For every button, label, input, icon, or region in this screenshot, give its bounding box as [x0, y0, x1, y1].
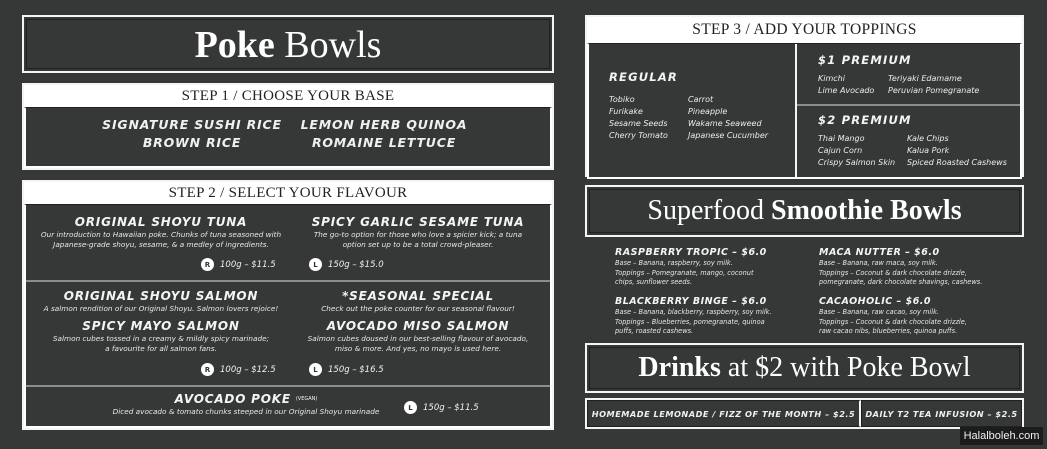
smoothie-bowls-title: [590, 190, 1019, 232]
drinks-list: [585, 398, 1024, 429]
price-text: 100g – $11.5: [220, 259, 276, 270]
price-large: [309, 258, 384, 271]
smoothie-desc: Base – Banana, raw maca, soy milk.: [819, 259, 938, 267]
topping: Kalua Pork: [907, 146, 950, 155]
size-badge-large: L: [404, 401, 417, 414]
flavour-spicy-garlic-sesame-tuna: SPICY GARLIC SESAME TUNA The go-to option for those who love a spicier kick; a tuna option set up to be a total crowd-pleaser.: [311, 215, 525, 249]
regular-toppings: [589, 44, 797, 177]
size-badge-large: L: [309, 258, 322, 271]
title-rest: Superfood: [647, 195, 772, 226]
step1-header: STEP 1 / CHOOSE YOUR BASE: [24, 85, 552, 107]
smoothie-desc: Toppings – Blueberries, pomegranate, quinoa: [615, 317, 765, 326]
topping: Furikake: [609, 107, 643, 116]
topping: Crispy Salmon Skin: [818, 158, 896, 167]
topping: Sesame Seeds: [609, 119, 668, 128]
smoothie-desc: Base – Banana, raw cacao, soy milk.: [819, 308, 940, 316]
step2-box: [22, 180, 554, 430]
price-large: [309, 363, 384, 376]
drinks-title-box: [585, 343, 1024, 393]
premium1-list: [818, 73, 1008, 97]
divider: [26, 385, 550, 387]
watermark: Halalboleh.com: [960, 427, 1043, 445]
smoothie-desc: raw cacao nibs, blueberries, quinoa puffs.: [819, 327, 958, 335]
regular-title: REGULAR: [609, 70, 678, 84]
flavour-spicy-mayo-salmon: SPICY MAYO SALMON Salmon cubes tossed in a creamy & mildly spicy marinade; a favourite for all salmon fans.: [52, 319, 270, 353]
regular-list: [609, 94, 798, 142]
price-text: 150g – $15.0: [328, 259, 384, 270]
smoothie-name: RASPBERRY TROPIC – $6.0: [615, 247, 767, 258]
title-bold: Poke: [194, 24, 275, 66]
smoothie-desc: puffs, roasted cashews.: [615, 327, 694, 335]
topping: Japanese Cucumber: [688, 131, 769, 140]
base-item: SIGNATURE SUSHI RICE: [102, 117, 282, 132]
topping: Kimchi: [818, 74, 845, 83]
size-badge-regular: R: [201, 258, 214, 271]
price-regular: [201, 363, 276, 376]
step3-header: STEP 3 / ADD YOUR TOPPINGS: [587, 17, 1022, 43]
divider: [26, 280, 550, 282]
topping: Cajun Corn: [818, 146, 863, 155]
premium-toppings: [797, 44, 1020, 177]
smoothie-name: BLACKBERRY BINGE – $6.0: [615, 296, 767, 307]
flavour-name: AVOCADO POKE: [174, 392, 291, 406]
premium1-title: $1 PREMIUM: [818, 53, 912, 67]
smoothie-blackberry-binge: [615, 295, 815, 337]
base-item: ROMAINE LETTUCE: [311, 135, 457, 150]
premium2-list: [818, 133, 1037, 169]
base-list: [26, 108, 550, 150]
premium2-title: $2 PREMIUM: [818, 113, 912, 127]
topping: Kale Chips: [907, 134, 949, 143]
flavour-avocado-poke: AVOCADO POKE (VEGAN) Diced avocado & tomato chunks steeped in our Original Shoyu marinade: [112, 392, 380, 416]
title-rest: Bowls: [274, 24, 382, 66]
price-regular: [201, 258, 276, 271]
drink-tea: DAILY T2 TEA INFUSION – $2.5: [861, 400, 1022, 427]
topping: Thai Mango: [818, 134, 865, 143]
smoothie-desc: pomegranate, dark chocolate shavings, cashews.: [819, 278, 983, 286]
step1-box: [22, 83, 554, 170]
flavour-original-shoyu-tuna: ORIGINAL SHOYU TUNA Our introduction to Hawaiian poke. Chunks of tuna seasoned with Japanese-grade shoyu, sesame, & a medley of ingredients.: [40, 215, 282, 249]
smoothie-desc: Toppings – Coconut & dark chocolate drizzle,: [819, 268, 967, 277]
vegan-tag: (VEGAN): [295, 396, 318, 402]
topping: Cherry Tomato: [609, 131, 668, 140]
poke-bowls-title-box: [22, 15, 554, 73]
price-text: 150g – $11.5: [423, 402, 479, 413]
topping: Wakame Seaweed: [688, 119, 762, 128]
smoothie-desc: Toppings – Coconut & dark chocolate drizzle,: [819, 317, 967, 326]
smoothie-cacaoholic: [819, 295, 1019, 337]
divider: [797, 104, 1020, 106]
base-item: BROWN RICE: [142, 135, 242, 150]
title-bold: Drinks: [638, 352, 721, 383]
topping: Carrot: [688, 95, 714, 104]
price-text: 150g – $16.5: [328, 364, 384, 375]
title-rest: at $2 with Poke Bowl: [720, 352, 971, 383]
topping: Teriyaki Edamame: [888, 74, 962, 83]
step3-box: [585, 15, 1024, 177]
smoothie-desc: chips, sunflower seeds.: [615, 278, 693, 286]
topping: Pineapple: [688, 107, 728, 116]
title-bold: Smoothie Bowls: [771, 195, 962, 226]
smoothie-desc: Base – Banana, raspberry, soy milk.: [615, 259, 733, 267]
smoothie-maca-nutter: [819, 246, 1019, 288]
price-large: [404, 401, 479, 414]
base-item: LEMON HERB QUINOA: [300, 117, 468, 132]
step2-header: STEP 2 / SELECT YOUR FLAVOUR: [24, 182, 552, 204]
smoothie-name: MACA NUTTER – $6.0: [819, 247, 940, 258]
drink-lemonade: HOMEMADE LEMONADE / FIZZ OF THE MONTH – $2.5: [587, 400, 861, 427]
flavour-original-shoyu-salmon: ORIGINAL SHOYU SALMON A salmon rendition of our Original Shoyu. Salmon lovers rejoice!: [43, 289, 279, 313]
poke-bowls-title: [27, 20, 549, 70]
size-badge-large: L: [309, 363, 322, 376]
drinks-title: [590, 348, 1019, 388]
flavour-seasonal-special: *SEASONAL SPECIAL Check out the poke counter for our seasonal flavour!: [321, 289, 515, 313]
smoothie-desc: Base – Banana, blackberry, raspberry, soy milk.: [615, 308, 772, 316]
topping: Tobiko: [609, 95, 635, 104]
topping: Lime Avocado: [818, 86, 875, 95]
smoothie-desc: Toppings – Pomegranate, mango, coconut: [615, 268, 754, 277]
topping: Spiced Roasted Cashews: [907, 158, 1007, 167]
topping: Peruvian Pomegranate: [888, 86, 980, 95]
flavour-avocado-miso-salmon: AVOCADO MISO SALMON Salmon cubes doused in our best-selling flavour of avocado, miso & more. And yes, no mayo is used here.: [307, 319, 529, 353]
size-badge-regular: R: [201, 363, 214, 376]
price-text: 100g – $12.5: [220, 364, 276, 375]
smoothie-name: CACAOHOLIC – $6.0: [819, 296, 932, 307]
smoothie-raspberry-tropic: [615, 246, 815, 288]
smoothie-bowls-title-box: [585, 185, 1024, 237]
